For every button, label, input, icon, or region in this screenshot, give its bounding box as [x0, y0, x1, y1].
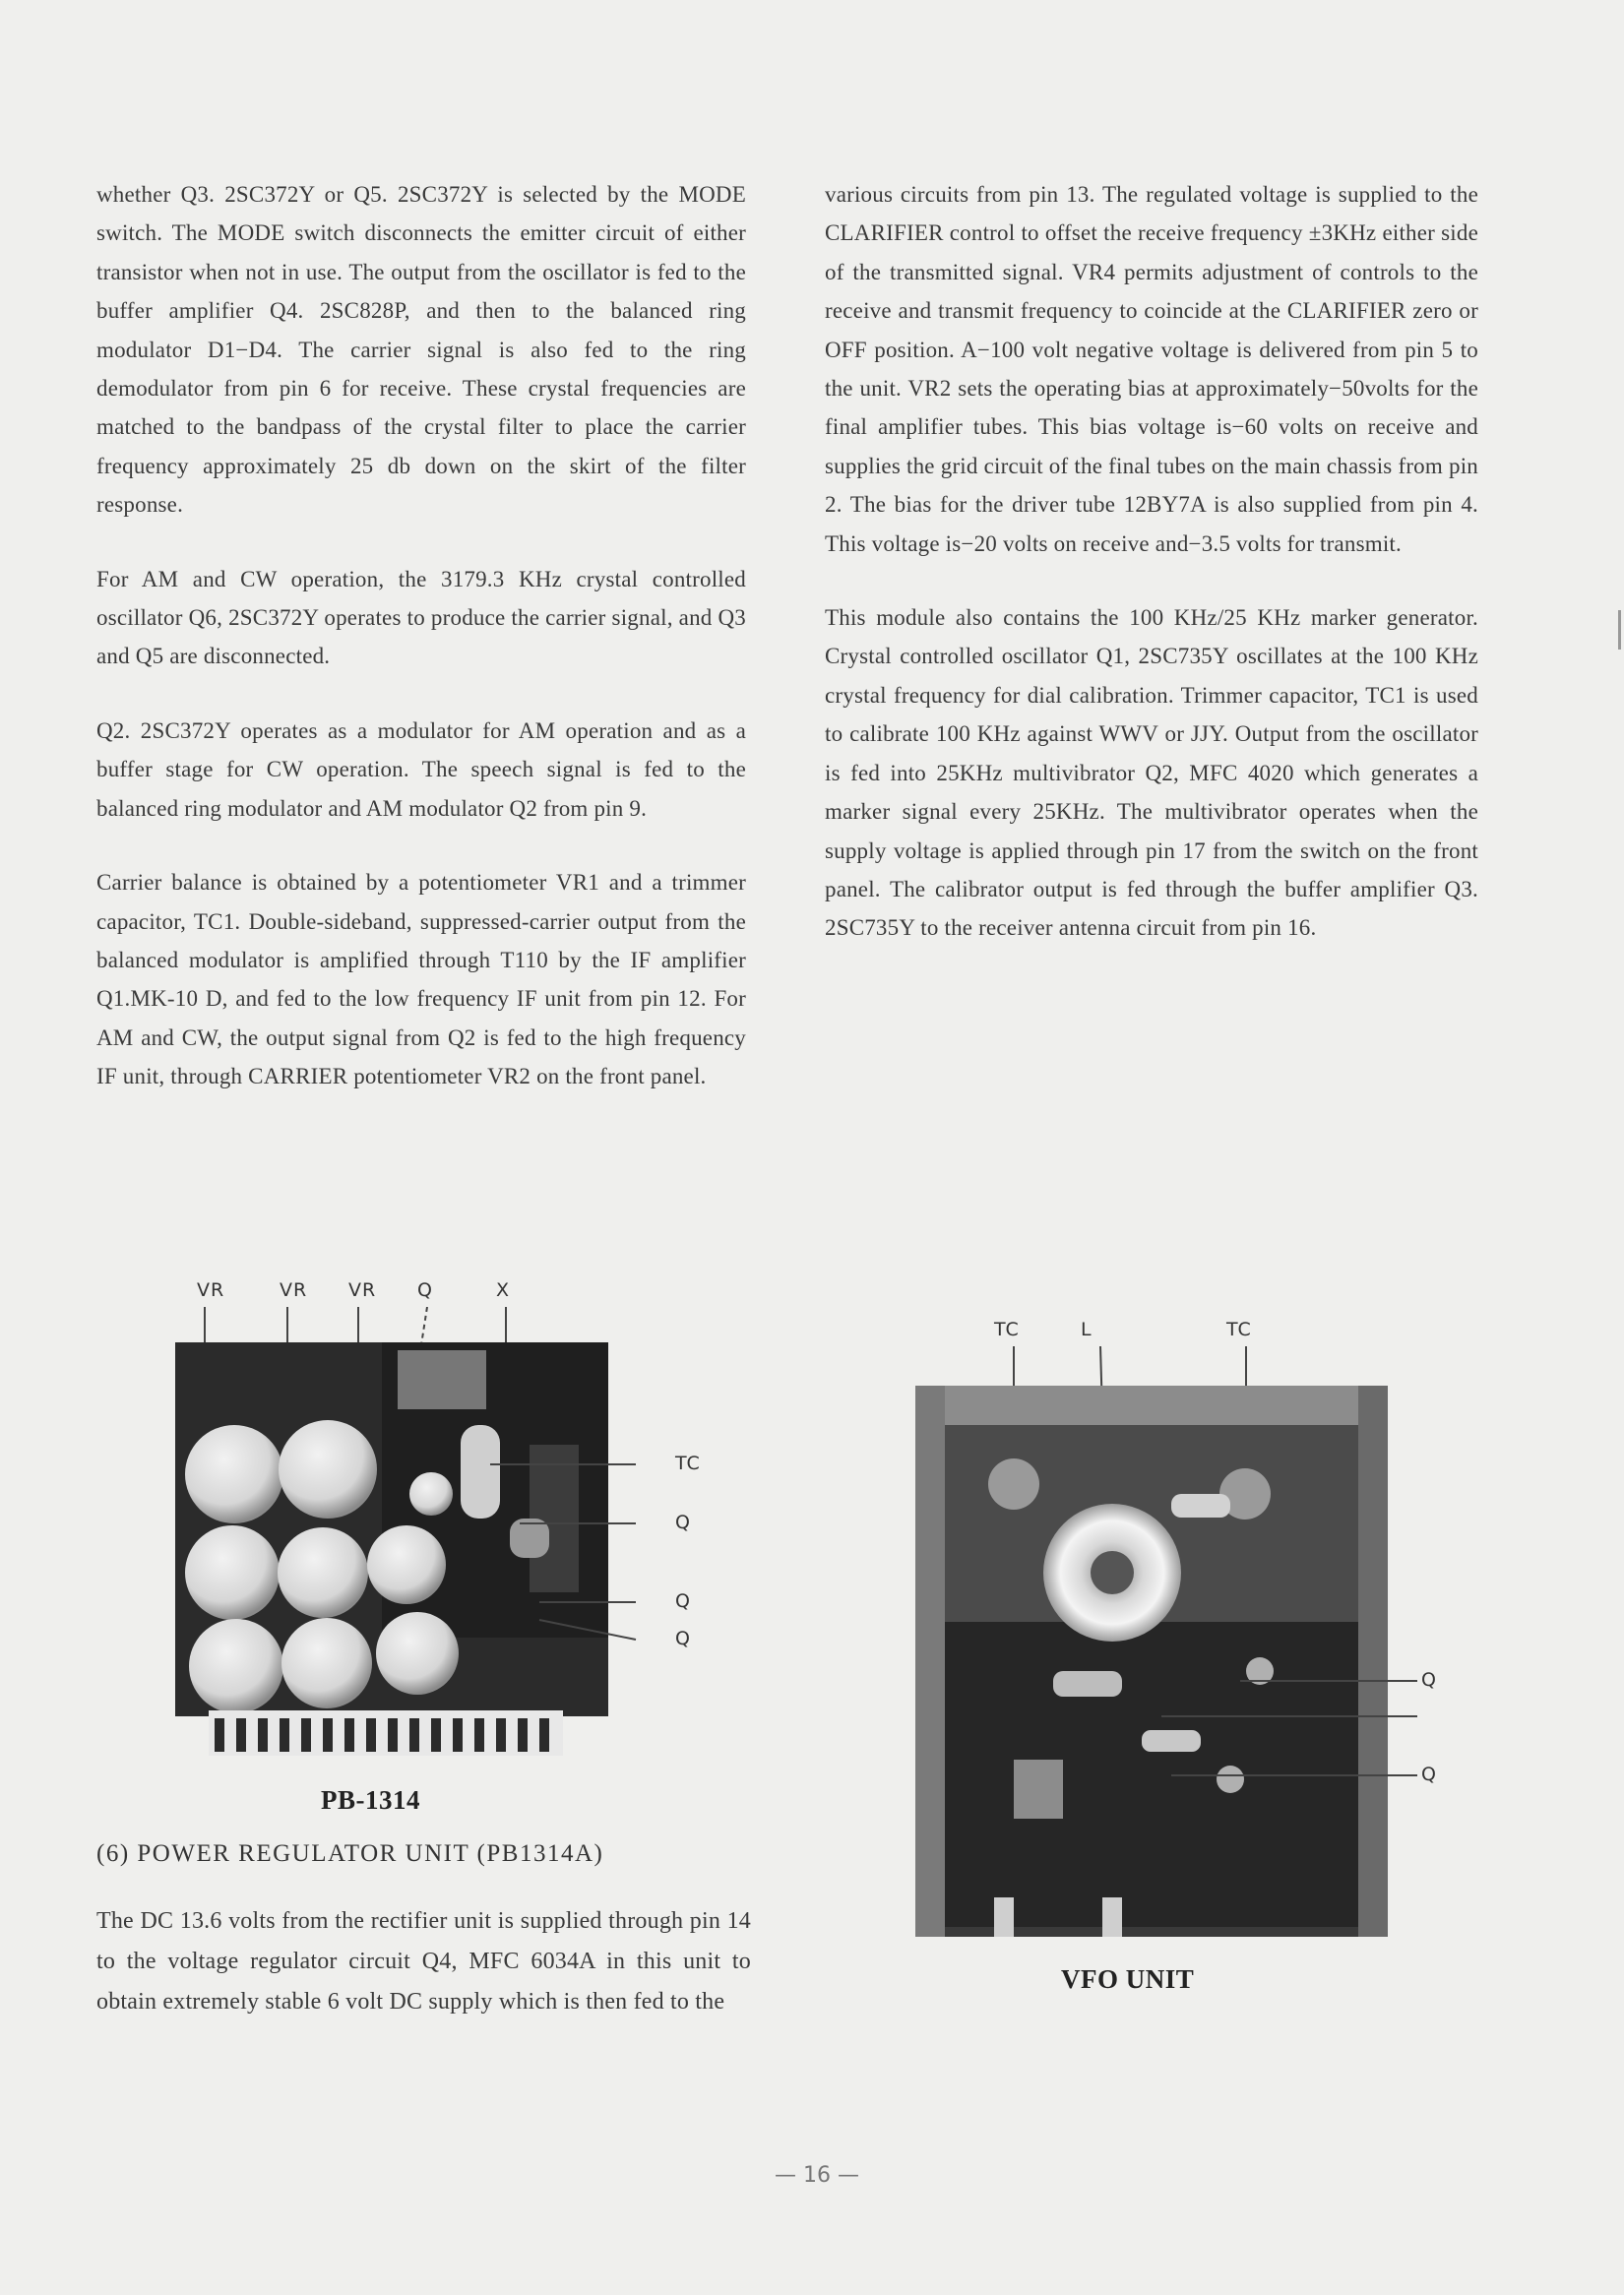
- figure-right-label-tc-1: TC: [994, 1319, 1020, 1340]
- left-column: [96, 175, 746, 1132]
- left-paragraph-4: Carrier balance is obtained by a potentiometer VR1 and a trimmer capacitor, TC1. Double-sideband, suppressed-carrier output from the balanced modulator is amplified through T110 by the IF amplifier Q1.MK-10 D, and fed to the low frequency IF unit from pin 12. For AM and CW, the output signal from Q2 is fed to the high frequency IF unit, through CARRIER potentiometer VR2 on the front panel.: [96, 870, 746, 1089]
- section-heading: (6) POWER REGULATOR UNIT (PB1314A): [96, 1840, 604, 1867]
- right-paragraph-2: This module also contains the 100 KHz/25 KHz marker generator. Crystal controlled oscillator Q1, 2SC735Y oscillates at the 100 KHz crystal frequency for dial calibration. Trimmer capacitor, TC1 is used to calibrate 100 KHz against WWV or JJY. Output from the oscillator is fed into 25KHz multivibrator Q2, MFC 4020 which generates a marker signal every 25KHz. The multivibrator operates when the supply voltage is applied through pin 17 from the switch on the front panel. The calibrator output is fed through the buffer amplifier Q3. 2SC735Y to the receiver antenna circuit from pin 16.: [825, 605, 1478, 941]
- figure-left-label-tc: TC: [675, 1453, 701, 1474]
- left-paragraph-1: whether Q3. 2SC372Y or Q5. 2SC372Y is selected by the MODE switch. The MODE switch disconnects the emitter circuit of either transistor when not in use. The output from the oscillator is fed to the buffer amplifier Q4. 2SC828P, and then to the balanced ring modulator D1−D4. The carrier signal is also fed to the ring demodulator from pin 6 for receive. These crystal frequencies are matched to the bandpass of the crystal filter to place the carrier frequency approximately 25 db down on the skirt of the filter response.: [96, 182, 746, 518]
- pb1314-board-photo: [165, 1307, 638, 1769]
- figure-left-label-q-2: Q: [675, 1590, 691, 1612]
- figure-left-caption: PB-1314: [321, 1785, 420, 1815]
- figure-left-label-q: Q: [417, 1279, 433, 1301]
- figure-right-caption: VFO UNIT: [1061, 1964, 1195, 1994]
- figure-left-label-vr-1: VR: [197, 1279, 225, 1301]
- figure-right-label-tc-2: TC: [1226, 1319, 1252, 1340]
- figure-right-label-l: L: [1081, 1319, 1093, 1340]
- figure-left-label-q-1: Q: [675, 1512, 691, 1533]
- page-number: — 16 —: [775, 2163, 859, 2188]
- left-paragraph-2: For AM and CW operation, the 3179.3 KHz crystal controlled oscillator Q6, 2SC372Y operates to produce the carrier signal, and Q3 and Q5 are disconnected.: [96, 566, 746, 669]
- figure-right-label-q-2: Q: [1421, 1764, 1437, 1785]
- figure-left-label-vr-3: VR: [348, 1279, 377, 1301]
- scan-edge-mark: [1618, 610, 1621, 650]
- figure-right-label-q-1: Q: [1421, 1669, 1437, 1691]
- right-paragraph-1: various circuits from pin 13. The regulated voltage is supplied to the CLARIFIER control to offset the receive frequency ±3KHz either side of the transmitted signal. VR4 permits adjustment of controls to the receive and transmit frequency to coincide at the CLARIFIER zero or OFF position. A−100 volt negative voltage is delivered from pin 5 to the unit. VR2 sets the operating bias at approximately−50volts for the final amplifier tubes. This bias voltage is−60 volts on receive and supplies the grid circuit of the final tubes on the main chassis from pin 2. The bias for the driver tube 12BY7A is also supplied from pin 4. This voltage is−20 volts on receive and−3.5 volts for transmit.: [825, 182, 1478, 556]
- figure-left-label-x: X: [496, 1279, 511, 1301]
- figure-left-label-vr-2: VR: [280, 1279, 308, 1301]
- right-column: [825, 175, 1478, 983]
- pb1314-figure: [146, 1272, 756, 1815]
- figure-left-label-q-3: Q: [675, 1628, 691, 1649]
- vfo-unit-photo: [906, 1346, 1457, 1956]
- section-paragraph-1: The DC 13.6 volts from the rectifier unit is supplied through pin 14 to the voltage regulator circuit Q4, MFC 6034A in this unit to obtain extremely stable 6 volt DC supply which is then fed to the: [96, 1908, 751, 2015]
- left-paragraph-3: Q2. 2SC372Y operates as a modulator for AM operation and as a buffer stage for CW operation. The speech signal is fed to the balanced ring modulator and AM modulator Q2 from pin 9.: [96, 717, 746, 821]
- section-body: [96, 1901, 751, 2058]
- vfo-unit-figure: [906, 1319, 1457, 1998]
